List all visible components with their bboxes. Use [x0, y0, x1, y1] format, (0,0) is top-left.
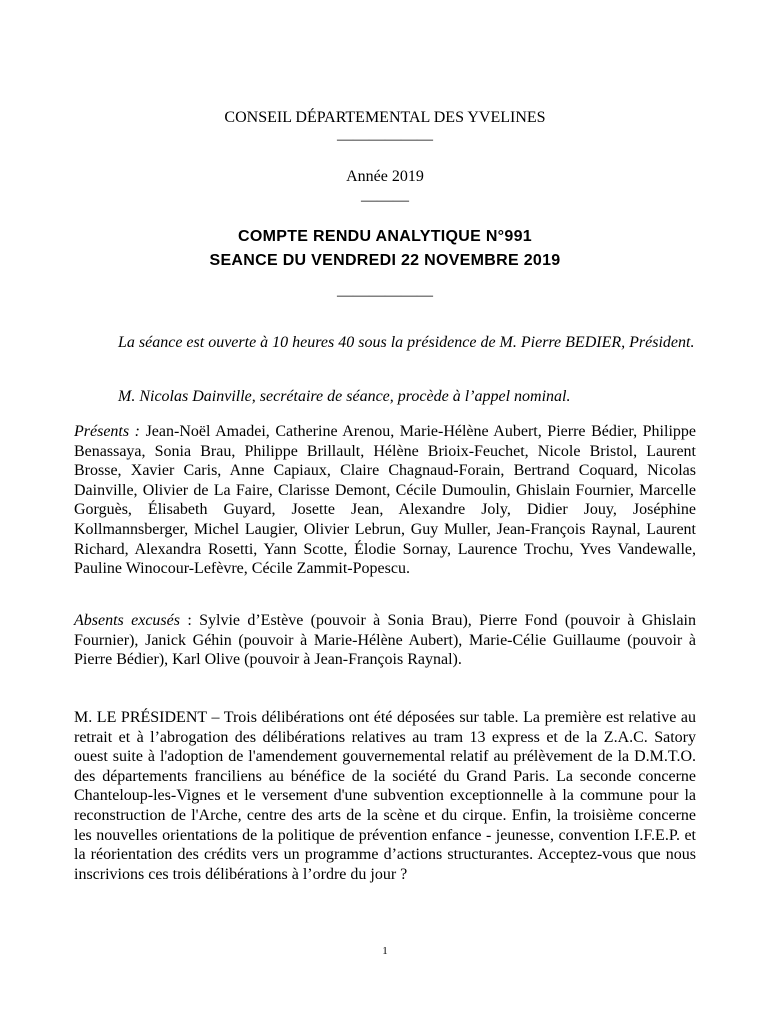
present-list: Jean-Noël Amadei, Catherine Arenou, Marie-Hélène Aubert, Pierre Bédier, Philippe Benassaya, Sonia Brau, Philippe Brillault, Hélène Brioix-Feuchet, Nicole Bristol, Laurent Brosse, Xavier Caris, Anne Capiaux, Claire Chagnaud-Forain, Bertrand Coquard, Nicolas Dainville, Olivier de La Faire, Clarisse Demont, Cécile Dumoulin, Ghislain Fournier, Marcelle Gorguès, Élisabeth Guyard, Josette Jean, Alexandre Joly, Didier Jouy, Joséphine Kollmannsberger, Michel Laugier, Olivier Lebrun, Guy Muller, Jean-François Raynal, Laurent Richard, Alexandra Rosetti, Yann Scotte, Élodie Sornay, Laurence Trochu, Yves Vandewalle, Pauline Winocour-Lefèvre, Cécile Zammit-Popescu. [74, 423, 696, 578]
absent-paragraph [74, 611, 696, 670]
session-title: SEANCE DU VENDREDI 22 NOVEMBRE 2019 [209, 252, 561, 269]
secretary-paragraph: M. Nicolas Dainville, secrétaire de séance, procède à l’appel nominal. [118, 388, 571, 405]
president-paragraph: M. LE PRÉSIDENT – Trois délibérations ont été déposées sur table. La première est relative au retrait et à l’abrogation des délibérations relatives au tram 13 express et de la Z.A.C. Satory ouest suite à l'adoption de l'amendement gouvernemental relatif au prélèvement de la D.M.T.O. des départements franciliens au bénéfice de la société du Grand Paris. La seconde concerne Chanteloup-les-Vignes et le versement d'une subvention exceptionnelle à la commune pour la reconstruction de l'Arche, centre des arts de la scène et du cirque. Enfin, la troisième concerne les nouvelles orientations de la politique de prévention enfance - jeunesse, convention I.F.E.P. et la réorientation des crédits vers un programme d’actions structurantes. Acceptez-vous que nous inscrivions ces trois délibérations à l’ordre du jour ? [74, 709, 696, 883]
report-title: COMPTE RENDU ANALYTIQUE N°991 [238, 228, 532, 245]
organization-name: CONSEIL DÉPARTEMENTAL DES YVELINES [224, 109, 546, 126]
page-number: 1 [382, 945, 388, 957]
present-paragraph [74, 422, 696, 579]
separator-rule: —————— [337, 131, 433, 148]
present-label: Présents : [74, 423, 140, 440]
absent-list: : Sylvie d’Estève (pouvoir à Sonia Brau), Pierre Fond (pouvoir à Ghislain Fournier), Janick Géhin (pouvoir à Marie-Hélène Aubert), Marie-Célie Guillaume (pouvoir à Pierre Bédier), Karl Olive (pouvoir à Jean-François Raynal). [74, 612, 696, 669]
year-label: Année 2019 [346, 168, 424, 185]
absent-label: Absents excusés [74, 612, 180, 629]
separator-rule-bottom: —————— [337, 287, 433, 304]
separator-rule-short: ——— [361, 192, 409, 209]
opening-paragraph: La séance est ouverte à 10 heures 40 sous la présidence de M. Pierre BEDIER, Président. [118, 334, 695, 351]
